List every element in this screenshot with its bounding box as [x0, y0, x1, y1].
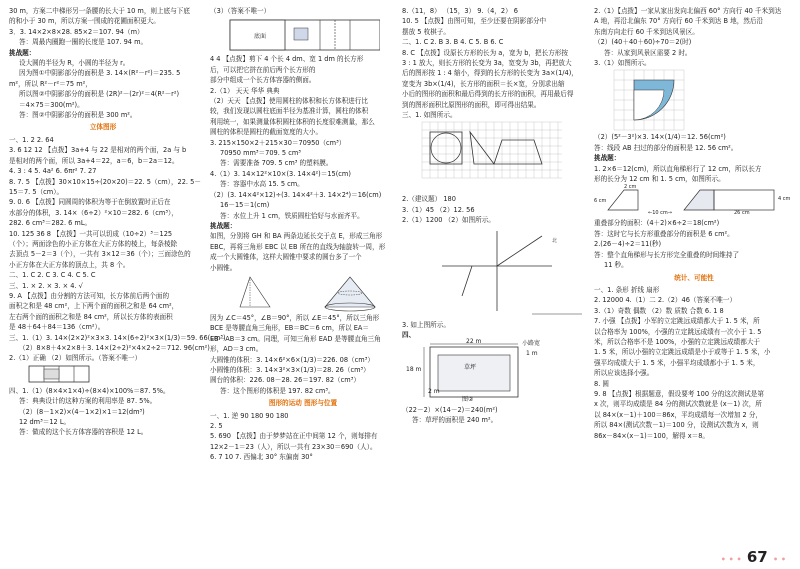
lawn-figure [416, 341, 576, 405]
text-line: 8. 7. 5 【点拨】30×10×15÷(20×20)＝22. 5（cm），22. 5－ [9, 177, 201, 186]
text-line: 9. 8 【点拨】根据题意，假设要考 100 分的这次测试是第 [594, 389, 764, 398]
text-line: 形的长分为 12 cm 和 1. 5 cm，如图所示。 [594, 175, 725, 184]
dimension-label-length: 22 m [466, 337, 482, 345]
text-line: 答：需要准备 709. 5 cm³ 的塑料膜。 [220, 159, 333, 168]
svg-text:北: 北 [552, 237, 558, 244]
text-line: 三、1.（1）3. 14×(2×2)²×3×3. 14×(6÷2)²×3×(1/3)＝59. 66(cm³) [9, 333, 226, 342]
text-line: A 地，再沿北偏东 70° 方向行 60 千米到达 B 地，然后沿 [594, 17, 764, 26]
text-line: 三、1. × 2. × 3. × 4. √ [9, 281, 83, 290]
dim-4cm: 4 cm [778, 196, 791, 203]
text-line: 的和小于 30 m，所以方案一围成的花圃面积更大。 [9, 17, 160, 26]
cone-figure-area [210, 273, 396, 313]
text-line: 2.（1）正确 （2）如图所示。（答案不唯一） [9, 354, 142, 363]
text-line: 3 : 1 放大，则长方形的长变为 3a，宽变为 3b，再把放大 [402, 59, 572, 68]
text-line: EB－AB＝3 cm。同理，可知三角形 EAD 是等腰直角三角 [210, 334, 381, 343]
text-line: 答：这时它与长方形重叠部分的面积是 6 cm²。 [594, 229, 734, 238]
text-line: 一、1. 条形 折线 扇形 [594, 285, 660, 294]
text-line: 四、1.（1）(8×4×1×4)÷(8×4)×100%＝87. 5%。 [9, 386, 170, 395]
answer-column-2 [210, 6, 396, 463]
page-number-value: 67 [746, 547, 768, 566]
text-line: 利用统一，如果测量体积圆柱体积的长度很难测量，那么 [210, 117, 375, 126]
chapter-title: 图形的运动 图形与位置 [268, 399, 338, 408]
text-line: 5. 690 【点拨】由于梦梦站在正中间第 12 个，则每排有 [210, 432, 378, 441]
map-figure-area [402, 226, 588, 320]
text-line: 因为 ∠C＝45°，∠B＝90°，所以 ∠E＝45°，所以三角形 [210, 313, 380, 322]
text-line: 9. 0. 6 【点拨】同圆周的体积为等于在倒放置时正后在 [9, 198, 171, 207]
text-line: 以合格率为 100%，小强的立定跳远成绩有一次小于 1. 5 [594, 327, 762, 336]
text-line: 答：图②中阴影部分的面积是 300 m²。 [19, 111, 137, 120]
figure-label-base: 底面 [254, 33, 267, 40]
text-line: BCE 是等腰直角三角形，EB＝BC＝6 cm，所以 EA＝ [210, 324, 369, 333]
text-line: 后，可以把它拼在前后两个长方形的 [210, 65, 316, 74]
text-line: 答：从家到风景区需要 2 时。 [604, 48, 692, 57]
text-line: 所以图②中阴影部分的面积是 (2R)²－(2r)²＝4(R²－r²) [19, 90, 180, 99]
text-line: 10. 5 【点拨】由图可知，至少还要在阴影部分中 [402, 17, 547, 26]
text-line: 成一个大圆锥体，这样大圆锥中要求的圆台多了一个 [210, 253, 362, 262]
decorative-dots-icon: • • [772, 554, 786, 564]
text-line: 所以 84×(测试次数－1)＝100 分，设测试次数为 x，则 [594, 421, 759, 430]
text-line: 4. 3 : 4 5. 4a² 6. 6πr² 7. 27 [9, 167, 97, 176]
text-line: 8. 圆 [594, 379, 609, 388]
text-line: 7. 小强 【点拨】小军的立定跳远成绩都大于 1. 5 米，所 [594, 317, 760, 326]
trapezoid-figure [594, 184, 784, 218]
text-line: 一、1. 逆 90 180 90 180 [210, 411, 289, 420]
text-line: 8.（11，8） （15，3） 9.（4，2） 6 [402, 7, 518, 15]
text-line: 86x－84×(x－1)＝100，解得 x＝8。 [594, 431, 709, 440]
path-width-label: 小路宽 [522, 339, 541, 347]
text-line: （3）（答案不唯一） [210, 7, 271, 15]
text-line: 摆放 5 枚棋子。 [402, 27, 450, 36]
text-line: 3. 6 12 12 【点拨】3a+4 与 22 是相对的两个面，2a 与 b [9, 146, 187, 155]
grid-figure-area [402, 120, 588, 194]
text-line: 282. 6 cm³＝282. 6 mL。 [9, 219, 92, 228]
answer-column-4 [594, 6, 794, 441]
text-line: x 次，则平均成绩是 84 分的测试次数就是 (x－1) 次，所 [594, 400, 762, 409]
text-line: 2.(26－4)÷2＝11(秒) [594, 240, 662, 249]
text-line: 因为图①中阴影部分的面积是 3. 14×(R²－r²)＝235. 5 [19, 69, 181, 78]
text-line: 重叠部分的面积：(4＋2)×6÷2＝18(cm²) [594, 219, 720, 228]
text-line: 12×2－1＝23（人），所以一共有 23×30＝690（人）。 [210, 442, 377, 451]
text-line: 2. 12000 4.（1）二 2.（2）46（答案不唯一） [594, 296, 737, 305]
text-line: 到的图形面积比原图形的面积，即可得出结果。 [402, 100, 541, 109]
text-line: 16－15＝1(cm) [220, 201, 270, 210]
chapter-title: 立体图形 [89, 123, 117, 132]
path-width-value: 1 m [526, 349, 538, 357]
text-line: 答：整个直角梯形与长方形完全重叠的时间维持了 [594, 250, 740, 259]
text-line: 东南方向走行 60 千米到达风景区。 [594, 27, 699, 36]
text-line: 宽变为 3b×(1/4)，长方形的面积＝长×宽，分别求出缩 [402, 79, 565, 88]
text-line: 30 m，方案二中梯形另一条腰的长大于 10 m，则上底与下底 [9, 7, 190, 15]
text-line: （2）天天 【点拨】使用圆柱的体积和长方体积进行比 [210, 97, 368, 106]
lawn-label: 草坪 [464, 363, 477, 371]
text-line: 面积之和是 48 cm²，上下两个面的面积之和是 64 cm²， [9, 302, 179, 311]
text-line: （2）8×8＋4×2×8＋3. 14×(2÷2)²×4×2÷2＝712. 96(cm²) [19, 344, 210, 352]
text-line: 6. 7 10 7. 西偏北 30° 东偏南 30° [210, 453, 313, 462]
text-line: 答：水位上升 1 cm，铁质圆柱恰好与水面齐平。 [220, 211, 364, 220]
text-line: 1. 5 米，所以小强的立定跳远成绩是小于或等于 1. 5 米，小 [594, 348, 771, 357]
text-line: 是 48＋64＋84＝136（cm²）。 [9, 323, 105, 332]
dim-6cm: 6 cm [594, 198, 607, 205]
text-line: 答：线段 AB 扫过的部分的面积是 12. 56 cm²。 [594, 143, 738, 152]
dimension-label-path: 2 m [428, 387, 440, 395]
text-line: 强平均成绩大于 1. 5 米，小强平均成绩都小于 1. 5 米， [594, 358, 760, 367]
text-line: 答：做成的这个长方体容器的容积是 12 L。 [19, 428, 148, 437]
text-line: 大圆锥的体积：3. 14×6²×6×(1/3)＝226. 08（cm³） [210, 355, 374, 364]
text-line: 所以应该选择小强。 [594, 369, 654, 378]
text-line: 4 4 【点拨】剪下 4 个长 4 dm、宽 1 dm 的长方形 [210, 55, 364, 64]
text-line: 圆柱的体积是圆柱的截面宽度的大小。 [210, 128, 323, 137]
text-line: 2.（建议题） 180 [402, 195, 456, 204]
text-line: 1. 2×6＝12(cm)，所以直角梯形行了 12 cm，所以长方 [594, 164, 762, 173]
text-line: 后的图形按 1 : 4 缩小，得到的长方形的长变为 3a×(1/4)， [402, 69, 578, 78]
text-line: 12 dm³＝12 L。 [19, 418, 71, 427]
section-heading: 挑战题： [210, 221, 237, 230]
text-line: 答：这个图形的体积是 197. 82 cm³。 [220, 386, 335, 395]
text-line: 3.（1）45 （2）12. 56 [402, 205, 475, 214]
text-line: 设大圆的半径为 R，小圆的半径为 r。 [19, 59, 130, 68]
text-line: （个）；两面涂色的小正方体在大正方体的棱上，每条棱除 [9, 239, 178, 248]
text-line: 形，AD＝3 cm。 [210, 345, 263, 354]
text-line: 以 84×(x－1)＋100＝86x，平均成绩每一次增加 2 分， [594, 410, 763, 419]
text-line: 70950 mm³＝709. 5 cm³ [220, 149, 301, 158]
answer-column-3 [402, 6, 588, 425]
text-line: 8. C 【点拨】设原长方形的长为 a，宽为 b，把长方形按 [402, 48, 568, 57]
text-line: 9. A 【点拨】由分割的方法可知，长方体前后两个面的 [9, 291, 170, 300]
section-heading: 挑战题： [594, 154, 621, 163]
text-line: 答：周最内圈跑一圈的长度是 107. 94 m。 [19, 38, 148, 47]
text-line: （2）(5²－3²)×3. 14×(1/4)＝12. 56(cm²) [594, 133, 726, 142]
cuboid-net-figure [9, 364, 129, 386]
section-heading: 四、 [402, 331, 416, 340]
sector-figure [594, 68, 784, 132]
section-heading: 挑战题： [9, 48, 36, 57]
text-line: 11 秒。 [604, 261, 628, 270]
text-line: 去顶点 5－2＝3（个），一共有 3×12＝36（个）；三面涂色的 [9, 250, 191, 259]
text-line: 2.（1） 天天 华华 典典 [210, 86, 280, 95]
cone-figure [210, 273, 390, 313]
text-line: 3．3. 14×2×8×28. 85×2＝107. 94（m） [9, 27, 144, 36]
text-line: 三、1. 如图所示。 [402, 111, 457, 120]
text-line: ＝4×75＝300(m²)。 [19, 100, 84, 109]
text-line: 部分中组成一个长方体容器的侧面。 [210, 76, 316, 85]
text-line: 15＝7. 5（cm）。 [9, 187, 64, 196]
text-line: 2. 5 [210, 422, 223, 430]
dimension-label-width: 18 m [406, 365, 422, 373]
trapezoid-figure-area [594, 184, 794, 218]
text-line: 小圆锥。 [210, 263, 237, 272]
dim-26cm: 26 cm [734, 210, 750, 217]
text-line: EBC，再将三角形 EBC 以 EB 所在的直线为轴旋转一周，形 [210, 242, 386, 251]
net-figure-area [210, 16, 396, 54]
text-line: 答：草坪的面积是 240 m²。 [412, 415, 498, 424]
net-diagram [9, 364, 197, 386]
box-net-figure [210, 16, 380, 54]
chapter-title: 统计、可能性 [674, 273, 714, 282]
text-line: 2.（1）【点拨】一家从家出发向北偏西 60° 方向行 40 千米到达 [594, 7, 782, 15]
text-line: 10. 125 36 8 【点拨】一共可以切成（10÷2）³＝125 [9, 229, 173, 238]
text-line: 水部分的体积，3. 14×（6÷2）²×10＝282. 6（cm³）， [9, 208, 178, 217]
text-line: 是相对的两个面，所以 3a+4＝22，a＝6，b＝2a＝12。 [9, 156, 179, 165]
text-line: 圆台的体积：226. 08－28. 26＝197. 82（cm³） [210, 376, 360, 385]
text-line: 一、1. 2 2. 64 [9, 135, 54, 144]
text-line: （22－2）×(14－2)＝240(m²) [402, 405, 498, 414]
figure-caption: 图② [462, 395, 474, 403]
text-line: 小正方体在大正方体的顶点上，共 8 个。 [9, 260, 130, 269]
dim-10cm: ←10 cm→ [648, 210, 672, 217]
text-line: 4.（1）3. 14×12²×10×(3. 14×4²)＝15(cm) [210, 169, 351, 178]
text-line: 3. 如上图所示。 [402, 320, 450, 329]
text-line: 2.（1）1200 （2）如图所示。 [402, 216, 495, 225]
text-line: 二、1. C 2. B 3. B 4. C 5. B 6. C [402, 38, 504, 47]
text-line: （2）(40＋40＋60)÷70＝2(时) [594, 38, 692, 47]
text-line: 答：容器中水高 15. 5 cm。 [220, 180, 304, 189]
text-line: 3. 215×150×2＋215×30＝70950（cm³） [210, 138, 346, 147]
decorative-dots-icon: • • • [720, 554, 742, 564]
lawn-figure-area [402, 337, 588, 405]
text-line: （2）(3. 14×4²×12)÷(3. 14×4²＋3. 14×2⁴)＝16(cm) [210, 190, 382, 199]
text-line: 小后的图形的面积和最后得到的长方形的面积，再用最后得 [402, 90, 574, 99]
grid-figure [402, 120, 582, 194]
text-line: 米，所以合格率不是 100%，小强的立定跳远成绩都大于 [594, 337, 761, 346]
sector-figure-area [594, 68, 794, 132]
route-map-figure [402, 226, 588, 320]
text-line: （2）(8－1×2)×(4－1×2)×1＝12(dm³) [19, 407, 145, 416]
text-line: 较，我们发现以圆柱底面半径为基准计算，圆柱的体积 [210, 107, 369, 116]
page-number [720, 547, 786, 566]
text-line: 小圆锥的体积：3. 14×3²×3×(1/3)＝28. 26（cm³） [210, 365, 370, 374]
text-line: 左右两个面的面积之和是 84 cm²，所以长方体的表面积 [9, 312, 173, 321]
text-line: 3.（1）奇数 偶数 （2）数 质数 合数 6. 1 8 [594, 306, 724, 315]
text-line: m²，所以 R²－r²＝75 m²， [9, 79, 92, 88]
text-line: 如图，分别将 GH 和 BA 两条边延长交于点 E，形成三角形 [210, 232, 383, 241]
text-line: 答：典典设计的这种方案的利用率是 87. 5%。 [19, 397, 157, 406]
text-line: 二、1. C 2. C 3. C 4. C 5. C [9, 271, 96, 280]
text-line: 3.（1）如图所示。 [594, 59, 651, 68]
dim-2cm: 2 cm [624, 184, 637, 191]
